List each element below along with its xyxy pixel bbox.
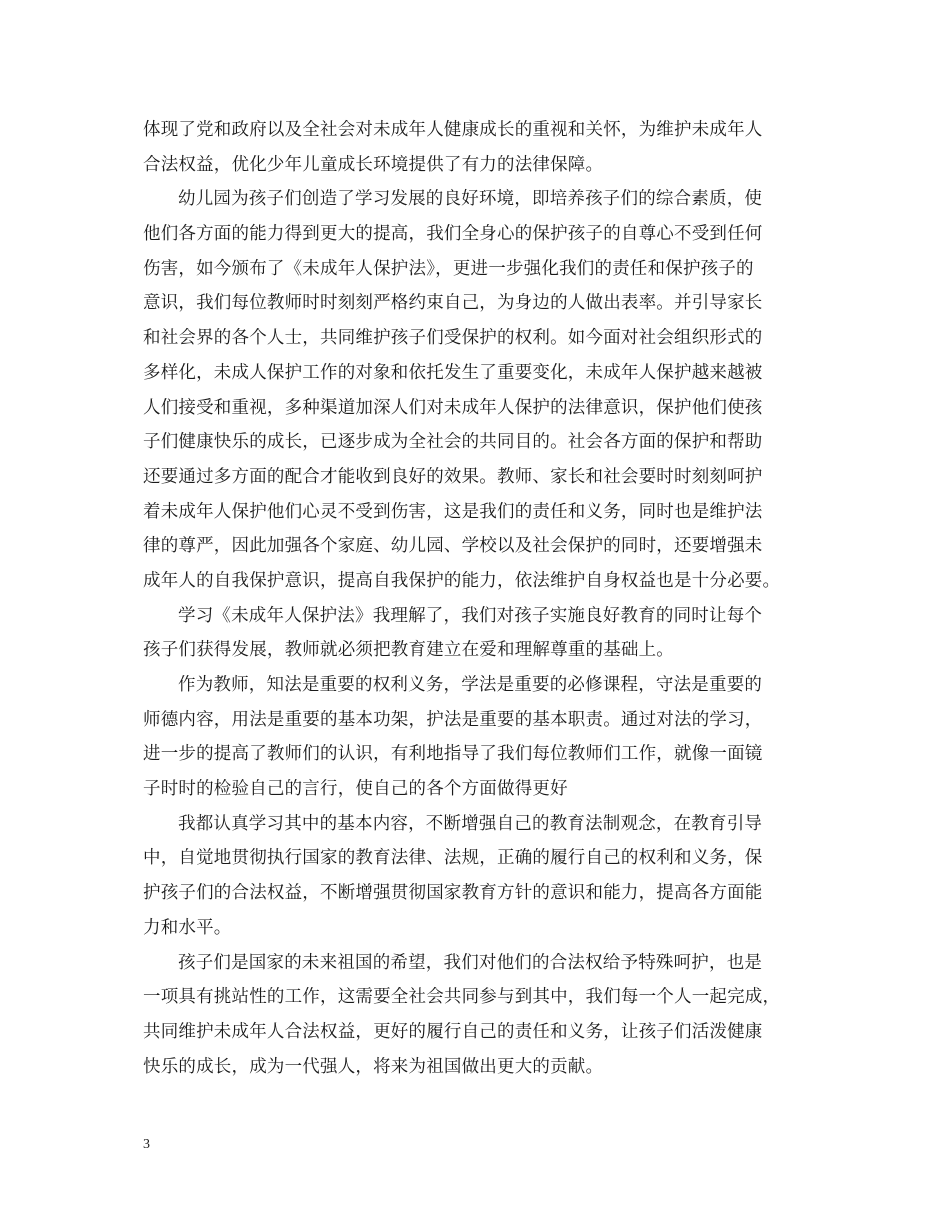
text-line: 多样化，未成人保护工作的对象和依托发生了重要变化，未成年人保护越来越被	[143, 362, 763, 383]
text-line: 他们各方面的能力得到更大的提高，我们全身心的保护孩子的自尊心不受到任何	[143, 224, 763, 245]
text-line: 子时时的检验自己的言行，使自己的各个方面做得更好	[143, 779, 568, 800]
text-line: 伤害，如今颁布了《未成年人保护法》，更进一步强化我们的责任和保护孩子的	[143, 258, 754, 279]
text-line: 着未成年人保护他们心灵不受到伤害，这是我们的责任和义务，同时也是维护法	[143, 501, 763, 522]
paragraph-start-line: 幼儿园为孩子们创造了学习发展的良好环境，即培养孩子们的综合素质，使	[178, 189, 763, 210]
page-number: 3	[143, 1137, 150, 1152]
text-line: 和社会界的各个人士，共同维护孩子们受保护的权利。如今面对社会组织形式的	[143, 328, 763, 349]
text-line: 中，自觉地贯彻执行国家的教育法律、法规，正确的履行自己的权利和义务，保	[143, 848, 763, 869]
paragraph-start-line: 作为教师，知法是重要的权利义务，学法是重要的必修课程，守法是重要的	[178, 675, 763, 695]
text-line: 力和水平。	[143, 917, 232, 938]
paragraph-start-line: 学习《未成年人保护法》我理解了，我们对孩子实施良好教育的同时让每个	[178, 605, 763, 626]
text-line: 护孩子们的合法权益，不断增强贯彻国家教育方针的意识和能力，提高各方面能	[143, 883, 763, 904]
paragraph-start-line: 我都认真学习其中的基本内容，不断增强自己的教育法制观念，在教育引导	[178, 813, 763, 834]
text-line: 体现了党和政府以及全社会对未成年人健康成长的重视和关怀，为维护未成年人	[143, 120, 763, 140]
text-line: 师德内容，用法是重要的基本功架，护法是重要的基本职责。通过对法的学习，	[143, 709, 763, 730]
paragraph-start-line: 孩子们是国家的未来祖国的希望，我们对他们的合法权给予特殊呵护，也是	[178, 952, 763, 973]
text-line: 快乐的成长，成为一代强人，将来为祖国做出更大的贡献。	[143, 1056, 604, 1077]
text-line: 合法权益，优化少年儿童成长环境提供了有力的法律保障。	[143, 154, 604, 175]
text-line: 意识，我们每位教师时时刻刻严格约束自己，为身边的人做出表率。并引导家长	[143, 293, 763, 314]
text-line: 律的尊严，因此加强各个家庭、幼儿园、学校以及社会保护的同时，还要增强未	[143, 536, 763, 557]
text-line: 人们接受和重视，多种渠道加深人们对未成年人保护的法律意识，保护他们使孩	[143, 397, 763, 418]
text-line: 一项具有挑站性的工作，这需要全社会共同参与到其中，我们每一个人一起完成，	[143, 987, 781, 1008]
text-line: 成年人的自我保护意识，提高自我保护的能力，依法维护自身权益也是十分必要。	[143, 570, 781, 591]
text-line: 还要通过多方面的配合才能收到良好的效果。教师、家长和社会要时时刻刻呵护	[143, 466, 763, 487]
text-line: 共同维护未成年人合法权益，更好的履行自己的责任和义务，让孩子们活泼健康	[143, 1021, 763, 1042]
text-line: 子们健康快乐的成长，已逐步成为全社会的共同目的。社会各方面的保护和帮助	[143, 432, 763, 453]
text-line: 进一步的提高了教师们的认识，有利地指导了我们每位教师们工作，就像一面镜	[143, 744, 763, 765]
body-text	[143, 113, 823, 1084]
text-line: 孩子们获得发展，教师就必须把教育建立在爱和理解尊重的基础上。	[143, 640, 674, 661]
